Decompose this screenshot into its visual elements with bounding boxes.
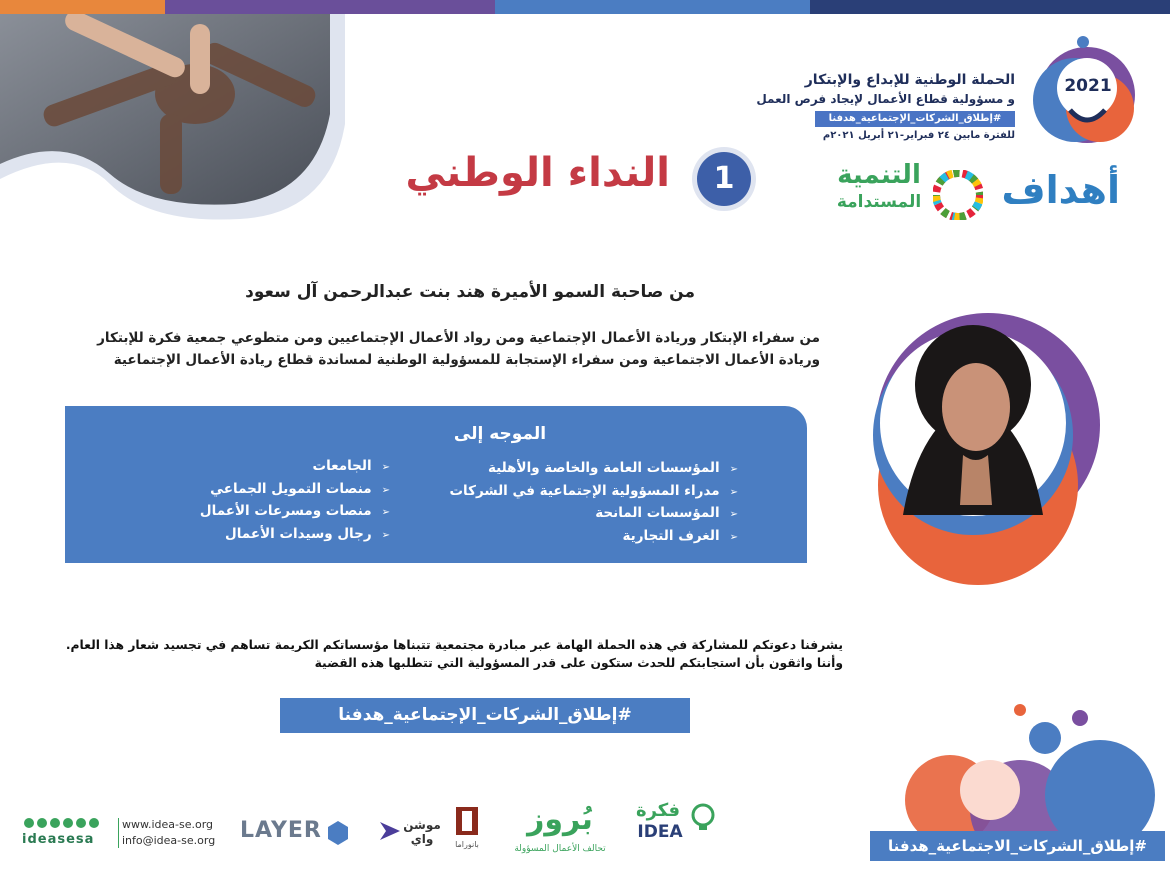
- idea-logo: IDEA: [637, 822, 683, 842]
- hands-photo: [0, 14, 345, 229]
- list-item: ➢ المؤسسات المانحة: [390, 503, 738, 526]
- corner-decoration: [870, 700, 1170, 835]
- princess-portrait: [868, 305, 1138, 605]
- bayan-label: بانوراما: [455, 840, 479, 849]
- list-item: ➢ منصات التمويل الجماعي: [160, 479, 390, 502]
- corner-hashtag: #إطلاق_الشركات_الاجتماعية_هدفنا: [870, 831, 1165, 861]
- invite-line-2: وأننا واثقون بأن استجابتكم للحدث ستكون على قدر المسؤولية التي تتطلبها هذه القضية: [314, 656, 843, 670]
- website-link[interactable]: www.idea-se.org: [122, 818, 214, 831]
- idea-bulb-icon: [690, 803, 716, 833]
- invite-line-1: يشرفنا دعوتكم للمشاركة في هذه الحملة الهامة عبر مبادرة مجتمعية تتبناها مؤسساتكم الكريمة تساهم في تجسيد شعار هذا العام.: [65, 638, 843, 652]
- motion-way-icon: [378, 818, 402, 844]
- recipients-list-left: [160, 456, 390, 546]
- campaign-period: للفترة مابين ٢٤ فبراير-٢١ أبريل ٢٠٢١م: [822, 130, 1015, 141]
- intro-line-1: من سفراء الإبتكار وريادة الأعمال الإجتماعية ومن رواد الأعمال الإجتماعيين ومن متطوعي جمعية فكرة للإبتكار: [97, 330, 820, 346]
- bayan-icon: [452, 805, 482, 841]
- brooz-subtitle: تحالف الأعمال المسؤولة: [514, 844, 606, 854]
- list-item: ➢ مدراء المسؤولية الإجتماعية في الشركات: [390, 481, 738, 504]
- list-item: ➢ المؤسسات العامة والخاصة والأهلية: [390, 458, 738, 481]
- national-call-title: النداء الوطني: [405, 150, 670, 196]
- campaign-year: 2021: [1064, 76, 1112, 96]
- list-item: ➢ رجال وسيدات الأعمال: [160, 524, 390, 547]
- from-line: من صاحبة السمو الأميرة هند بنت عبدالرحمن آل سعود: [245, 282, 695, 302]
- motion-way-logo: موشن واي: [403, 818, 441, 846]
- sdg-word-goals: أهداف: [1001, 168, 1120, 212]
- campaign-hashtag: #إطلاق_الشركات_الإجتماعية_هدفنا: [815, 111, 1015, 127]
- layer-logo: LAYER: [240, 818, 322, 843]
- footer-divider: [118, 818, 119, 848]
- top-color-bar: [0, 0, 1170, 14]
- social-icon[interactable]: [37, 818, 47, 828]
- sdg-wheel-icon: [933, 170, 983, 220]
- social-icon[interactable]: [24, 818, 34, 828]
- social-icon[interactable]: [50, 818, 60, 828]
- hashtag-banner: #إطلاق_الشركات_الإجتماعية_هدفنا: [280, 698, 690, 733]
- sdg-word-sustainable: المستدامة: [836, 192, 922, 212]
- recipients-list-right: [390, 458, 738, 548]
- campaign-subtitle: و مسؤولية قطاع الأعمال لإيجاد فرص العمل: [756, 92, 1015, 106]
- intro-line-2: وريادة الأعمال الاجتماعية ومن سفراء الإستجابة للمسؤولية الوطنية لمساندة قطاع ريادة الأعمال الإجتماعية: [113, 352, 820, 368]
- email-link[interactable]: info@idea-se.org: [122, 834, 216, 847]
- sdg-word-development: التنمية: [837, 160, 921, 190]
- list-item: ➢ منصات ومسرعات الأعمال: [160, 501, 390, 524]
- list-item: ➢ الجامعات: [160, 456, 390, 479]
- ideasesa-handle: ideasesa: [22, 832, 95, 847]
- social-icons: [24, 818, 110, 830]
- fikra-logo: فكرة: [635, 800, 681, 821]
- social-icon[interactable]: [76, 818, 86, 828]
- social-icon[interactable]: [63, 818, 73, 828]
- call-number-badge: 1: [697, 152, 751, 206]
- list-item: ➢ الغرف التجارية: [390, 526, 738, 549]
- brooz-logo: بُروز: [527, 802, 593, 837]
- recipients-title: الموجه إلى: [453, 424, 547, 444]
- layer-hex-icon: [327, 820, 349, 846]
- social-icon[interactable]: [89, 818, 99, 828]
- invitation-text: [0, 636, 843, 672]
- intro-text: [40, 327, 820, 371]
- campaign-title: الحملة الوطنية للإبداع والإبتكار: [804, 72, 1015, 88]
